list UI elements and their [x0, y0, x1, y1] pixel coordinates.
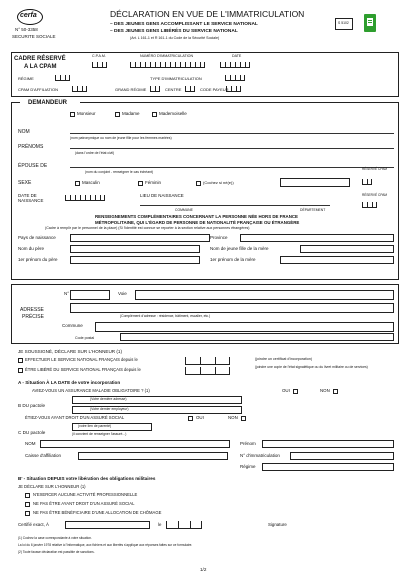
adresse-voie-input[interactable]: [135, 290, 394, 300]
sitA-oui-checkbox[interactable]: [293, 389, 298, 394]
etiez-non-checkbox[interactable]: [241, 416, 246, 421]
civ-monsieur-label: Monsieur: [77, 111, 96, 116]
opt2-date-cells[interactable]: [185, 367, 230, 375]
prenoms-input[interactable]: [70, 148, 394, 149]
org-name: SECURITE SOCIALE: [12, 34, 56, 39]
footnote-3: (2) Toute fausse déclaration est passible de sanctions.: [18, 550, 95, 554]
sitA-non-label: NON: [320, 388, 330, 393]
c-regime-input[interactable]: [262, 463, 394, 471]
reserve-cpam-box: [280, 178, 350, 187]
c-prenom-label: Prénom: [240, 441, 256, 446]
c-num-immat-label: N° d'immatriculation: [240, 453, 280, 458]
province-input[interactable]: [240, 234, 394, 242]
form-number: N° 50-3358: [15, 27, 38, 32]
cpam-affiliation-cells[interactable]: [72, 86, 87, 92]
sexe-reserve-cells[interactable]: [362, 179, 372, 185]
epoux-input[interactable]: [70, 167, 394, 168]
prenoms-label: PRÉNOMS: [18, 144, 44, 150]
regime-label: RÉGIME: [18, 76, 34, 81]
cpam-col-date: DATE: [232, 54, 242, 58]
d2-checkbox[interactable]: [25, 502, 30, 507]
nom-pere-input[interactable]: [70, 245, 200, 253]
c-caisse-label: Caisse d'affiliation: [25, 453, 62, 458]
epoux-hint: (nom du conjoint - renseigner le cas échéant): [85, 170, 154, 174]
c-nom-label: NOM: [25, 441, 36, 446]
pays-input[interactable]: [70, 234, 210, 242]
civ-mademoiselle-checkbox[interactable]: [152, 112, 157, 117]
signature-date-cells[interactable]: [166, 521, 202, 529]
subtitle-3: (Art. L 161-1 et R 161-1 du Code de la Sécurité Sociale): [130, 36, 220, 40]
reserve-cpam-cells[interactable]: [362, 202, 377, 208]
signature-label: Signature: [268, 522, 287, 527]
declaration-intro: JE SOUSSIGNÉ, DÉCLARE SUR L'HONNEUR (1): [18, 349, 123, 354]
le-label: le: [158, 522, 162, 527]
reserve-cpam-2: RÉSERVÉ CPAM: [362, 193, 388, 197]
sitA-oui-label: OUI: [282, 388, 290, 393]
c-regime-label: Régime: [240, 464, 256, 469]
opt1-checkbox[interactable]: [18, 358, 23, 363]
sitA-non-checkbox[interactable]: [333, 389, 338, 394]
etiez-non-label: NON: [228, 415, 238, 420]
renseignements-title-2: MÉTROPOLITAINE, QUI L'ÉGARD DE PERSONNE DE NATIONALITÉ FRANÇAISE OU ÉTRANGÈRE: [95, 220, 300, 225]
centre-label: CENTRE: [165, 87, 182, 92]
d3-label: NE PAS ÊTRE BÉNÉFICIAIRE D'UNE ALLOCATION DE CHÔMAGE: [33, 510, 162, 515]
etiez-oui-label: OUI: [196, 415, 204, 420]
opt2-label: ÊTRE LIBÉRÉ DU SERVICE NATIONAL FRANÇAIS depuis le: [25, 367, 141, 372]
opt1-date-cells[interactable]: [185, 357, 230, 365]
subtitle-2: – DES JEUNES GENS LIBÉRÉS DU SERVICE NATIONAL: [110, 29, 238, 34]
b-title: B DU pactole: [18, 403, 46, 408]
cpam-col-num: NUMÉRO D'IMMATRICULATION: [140, 54, 194, 58]
fait-a-label: Certifié exact, À: [18, 522, 49, 527]
demandeur-title: DEMANDEUR: [28, 100, 67, 106]
fait-a-input[interactable]: [65, 521, 150, 529]
demandeur-section: [11, 102, 399, 280]
page-number: 1/2: [200, 567, 207, 572]
sexe-label: SEXE: [18, 180, 32, 186]
nom-label: NOM: [18, 129, 30, 135]
adresse-label-1: ADRESSE: [20, 307, 44, 313]
centre-cells[interactable]: [185, 86, 195, 92]
prenom-pere-input[interactable]: [70, 256, 200, 264]
c-nom-input[interactable]: [40, 440, 230, 448]
regime-cells[interactable]: [55, 75, 70, 81]
renseignements-title-1: RENSEIGNEMENTS COMPLÉMENTAIRES CONCERNANT LA PERSONNE NÉE HORS DE FRANCE: [95, 214, 298, 219]
c-hint-2: (il convient de renseigner l'assuré...): [72, 432, 127, 436]
renseignements-title-3: (Cadre à remplir par le personnel de la place) (Si l'identité est connue se reporter à la section relative aux personnes étrangères): [45, 226, 250, 230]
footnote-1: (1) Cochez la case correspondante à votre situation.: [18, 536, 92, 540]
type-immat-label: TYPE D'IMMATRICULATION: [150, 76, 202, 81]
prenom-mere-input[interactable]: [280, 256, 394, 264]
d3-checkbox[interactable]: [25, 511, 30, 516]
cpam-label-1: CADRE RÉSERVÉ: [14, 56, 66, 62]
cpam-label-2: A LA CPAM: [24, 64, 57, 70]
code-payeur-label: CODE PAYEUR: [200, 87, 229, 92]
grand-regime-label: GRAND RÉGIME: [115, 87, 147, 92]
adresse-complement-input[interactable]: [70, 303, 394, 313]
epoux-label: ÉPOUSE DE: [18, 163, 48, 169]
code-postal-input[interactable]: [120, 333, 394, 341]
document-icon: [364, 14, 376, 32]
c-prenom-input[interactable]: [262, 440, 394, 448]
form-title: DÉCLARATION EN VUE DE L'IMMATRICULATION: [110, 9, 305, 19]
adresse-no-label: N°: [64, 291, 70, 296]
d2-label: NE PAS ÊTRE AYANT DROIT D'UN ASSURÉ SOCIAL: [33, 501, 135, 506]
adresse-commune-input[interactable]: [95, 322, 394, 332]
adresse-no-input[interactable]: [70, 290, 110, 300]
civ-madame-label: Madame: [122, 111, 140, 116]
prenom-pere-label: 1er prénom du père: [18, 257, 58, 262]
nom-mere-input[interactable]: [300, 245, 394, 253]
adresse-label-2: PRÉCISE: [22, 314, 44, 320]
ref-code: S 5102: [338, 21, 349, 25]
cpam-date-cells[interactable]: [220, 62, 250, 68]
cpam-affiliation-label: CPAM D'AFFILIATION: [18, 87, 58, 92]
opt2-hint: (joindre une copie de l'état signalétique ou du livret militaire ou de services): [255, 365, 368, 369]
grand-regime-cells[interactable]: [150, 86, 160, 92]
province-label: Province: [210, 235, 228, 240]
opt1-hint: (joindre un certificat d'incorporation): [255, 357, 313, 361]
type-immat-cells[interactable]: [225, 75, 245, 81]
adresse-commune-label: Commune: [62, 323, 83, 328]
b-hint-2: (Votre dernier employeur): [90, 407, 129, 411]
sexe-feminin-checkbox[interactable]: [138, 181, 143, 186]
sexe-extra-checkbox[interactable]: [196, 181, 201, 186]
prenoms-hint: (dans l'ordre de l'état civil): [75, 151, 115, 155]
reserve-cpam-1: RÉSERVÉ CPAM: [362, 167, 388, 171]
civ-mademoiselle-label: Mademoiselle: [159, 111, 187, 116]
sitA-question: AVIEZ-VOUS UN ASSURANCE MALADIE OBLIGATOIRE ? (1): [32, 388, 150, 393]
prenom-mere-label: 1er prénom de la mère: [210, 257, 256, 262]
c-hint: (votre lien de parenté): [78, 424, 112, 428]
opt1-label: EFFECTUER LE SERVICE NATIONAL FRANÇAIS depuis le: [25, 357, 138, 362]
departement-label: DÉPARTEMENT: [300, 208, 326, 212]
etiez-oui-checkbox[interactable]: [188, 416, 193, 421]
sexe-masculin-label: Masculin: [82, 180, 100, 185]
date-naissance-label: DATE DE NAISSANCE: [18, 193, 44, 203]
adresse-voie-label: Voie: [118, 291, 127, 296]
lieu-naissance-input[interactable]: [140, 205, 330, 206]
je-declare: JE DÉCLARE SUR L'HONNEUR (1): [18, 484, 86, 489]
c-title: C DU pactole: [18, 430, 46, 435]
code-postal-label: Code postal: [75, 336, 95, 340]
sexe-masculin-checkbox[interactable]: [75, 181, 80, 186]
d1-label: N'EXERCER AUCUNE ACTIVITÉ PROFESSIONNELLE: [33, 492, 138, 497]
subtitle-1: – DES JEUNES GENS ACCOMPLISSANT LE SERVICE NATIONAL: [110, 22, 258, 27]
lieu-naissance-label: LIEU DE NAISSANCE: [140, 193, 184, 198]
adresse-hint: (Complément d'adresse : résidence, bâtiment, escalier, etc.): [120, 314, 211, 318]
logo-text: cerfa: [20, 12, 37, 19]
nom-input[interactable]: [70, 133, 394, 134]
d1-checkbox[interactable]: [25, 493, 30, 498]
b-hint-1: (Votre dernière adresse): [90, 397, 127, 401]
code-payeur-cells[interactable]: [226, 86, 241, 92]
commune-label: COMMUNE: [175, 208, 193, 212]
immat-number-cells[interactable]: [130, 62, 205, 68]
opt2-checkbox[interactable]: [18, 368, 23, 373]
nom-hint: (nom patronymique ou nom de jeune fille pour les femmes mariées): [70, 136, 172, 140]
nom-pere-label: Nom du père: [18, 246, 45, 251]
footnote-2: La loi du 6 janvier 1978 relative à l'informatique, aux fichiers et aux libertés s'applique aux réponses faites sur ce formulaire.: [18, 543, 193, 547]
sexe-feminin-label: Féminin: [145, 180, 162, 185]
civ-madame-checkbox[interactable]: [115, 112, 120, 117]
cpam-code-cells[interactable]: [92, 62, 107, 68]
c-caisse-input[interactable]: [78, 452, 228, 460]
date-naissance-cells[interactable]: [65, 195, 105, 201]
cpam-col-cpam: C.P.A.M.: [92, 54, 106, 58]
sexe-hint: (Cochez si né(e)): [203, 180, 234, 185]
pays-label: Pays de naissance: [18, 235, 56, 240]
nom-mere-label: Nom de jeune fille de la mère: [210, 246, 269, 251]
etiez-question: ÉTIEZ-VOUS AYANT DROIT D'UN ASSURÉ SOCIAL: [25, 415, 125, 420]
c-num-immat-input[interactable]: [290, 452, 394, 460]
sitA-title: A - Situation À LA DATE de votre incorporation: [18, 380, 121, 385]
sitB-title: B' - Situation DEPUIS votre libération des obligations militaires: [18, 476, 156, 481]
civ-monsieur-checkbox[interactable]: [70, 112, 75, 117]
